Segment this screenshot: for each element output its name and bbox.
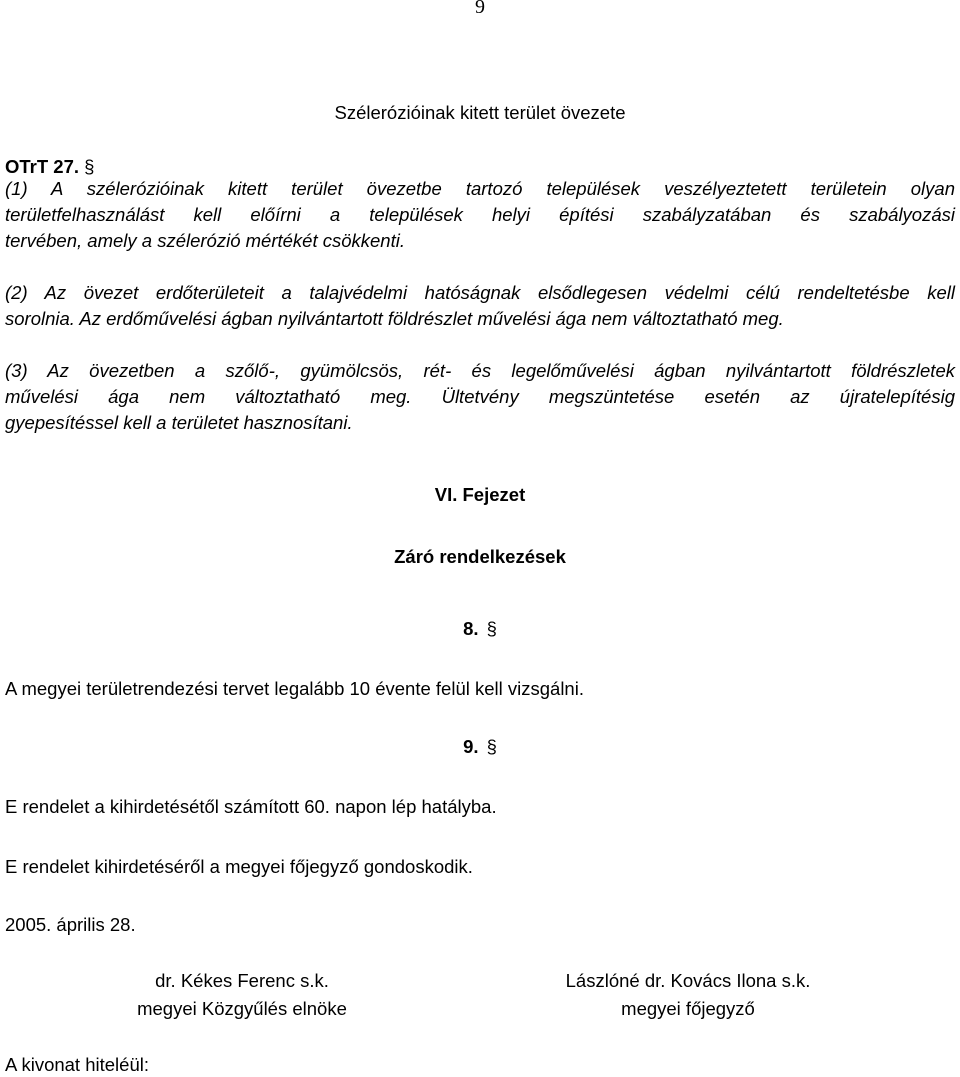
section-8-heading <box>0 618 960 640</box>
certification-label: A kivonat hiteléül: <box>5 1054 149 1075</box>
paragraph-line: gyepesítéssel kell a területet hasznosítani. <box>5 412 353 433</box>
section-title: Szélerózióinak kitett terület övezete <box>334 102 626 123</box>
paragraph-line: tervében, amely a szélerózió mértékét csökkenti. <box>5 230 405 251</box>
section-9-text-1: E rendelet a kihirdetésétől számított 60. napon lép hatályba. <box>5 796 497 817</box>
paragraph-line: (3) Az övezetben a szőlő-, gyümölcsös, rét- és legelőművelési ágban nyilvántartott földrészletek <box>5 360 955 381</box>
section-symbol: § <box>486 618 497 639</box>
paragraph-line: művelési ága nem változtatható meg. Ültetvény megszüntetése esetén az újratelepítésig <box>5 386 955 407</box>
section-9-heading <box>0 736 960 758</box>
paragraph-line: (1) A szélerózióinak kitett terület övezetbe tartozó települések veszélyeztetett területein olyan <box>5 178 955 199</box>
chapter-subtitle: Záró rendelkezések <box>394 546 566 567</box>
chapter-title: VI. Fejezet <box>434 484 526 505</box>
paragraph-1 <box>5 176 955 254</box>
paragraph-3 <box>5 358 955 436</box>
paragraph-line: területfelhasználást kell előírni a települések helyi építési szabályzatában és szabályozási <box>5 204 955 225</box>
signature-role-2: megyei főjegyző <box>621 998 755 1019</box>
section-number: 9. <box>463 736 479 757</box>
page-number: 9 <box>475 0 485 18</box>
section-9-text-2: E rendelet kihirdetéséről a megyei főjegyző gondoskodik. <box>5 856 473 877</box>
signature-name-2: Lászlóné dr. Kovács Ilona s.k. <box>565 970 811 991</box>
section-symbol: § <box>486 736 497 757</box>
paragraph-line: sorolnia. Az erdőművelési ágban nyilvántartott földrészlet művelési ága nem változtatható meg. <box>5 308 784 329</box>
article-label: OTrT 27. <box>5 156 80 177</box>
signature-role-1: megyei Közgyűlés elnöke <box>137 998 347 1019</box>
paragraph-line: (2) Az övezet erdőterületeit a talajvédelmi hatóságnak elsődlegesen védelmi célú rendeltetésbe kell <box>5 282 955 303</box>
document-date: 2005. április 28. <box>5 914 136 935</box>
section-number: 8. <box>463 618 479 639</box>
article-heading <box>5 156 94 178</box>
signature-name-1: dr. Kékes Ferenc s.k. <box>155 970 329 991</box>
section-symbol: § <box>84 156 95 177</box>
section-8-text: A megyei területrendezési tervet legalább 10 évente felül kell vizsgálni. <box>5 678 584 699</box>
paragraph-2 <box>5 280 955 332</box>
